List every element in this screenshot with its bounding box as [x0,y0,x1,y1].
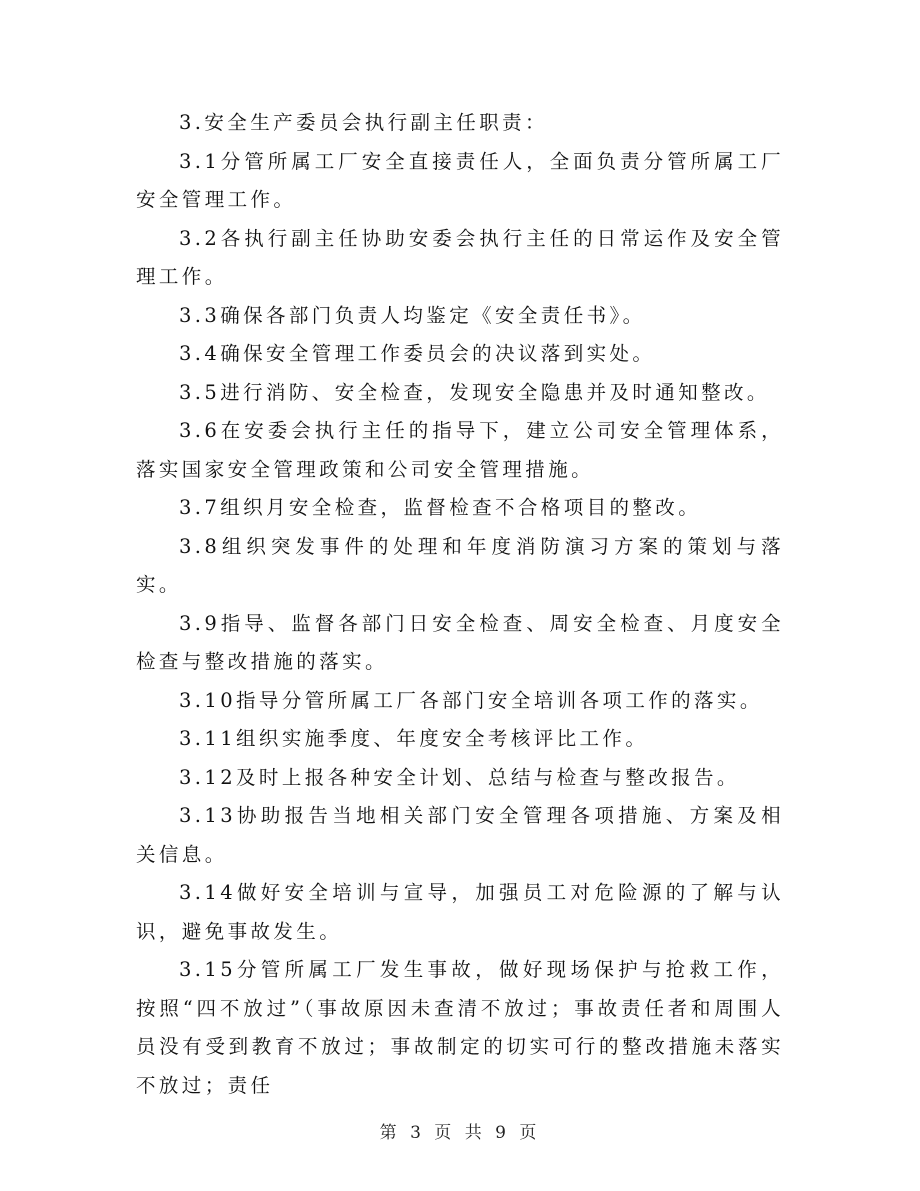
paragraph-3-13: 3.13协助报告当地相关部门安全管理各项措施、方案及相关信息。 [136,804,784,866]
paragraph-3-6: 3.6在安委会执行主任的指导下，建立公司安全管理体系，落实国家安全管理政策和公司安全管理措施。 [136,419,784,481]
paragraph-3-10: 3.10指导分管所属工厂各部门安全培训各项工作的落实。 [179,688,763,712]
page-number-label: 第 3 页 共 9 页 [379,1123,541,1143]
paragraph-3-8: 3.8组织突发事件的处理和年度消防演习方案的策划与落实。 [136,534,784,596]
page-footer [0,1118,920,1143]
paragraph-3-14: 3.14做好安全培训与宣导，加强员工对危险源的了解与认识，避免事故发生。 [136,881,784,943]
paragraph-3-7: 3.7组织月安全检查，监督检查不合格项目的整改。 [179,496,702,519]
paragraph-3-4: 3.4确保安全管理工作委员会的决议落到实处。 [179,342,656,365]
paragraph-3-11: 3.11组织实施季度、年度安全考核评比工作。 [179,727,649,750]
document-body [136,104,784,1105]
paragraph-3-5: 3.5进行消防、安全检查，发现安全隐患并及时通知整改。 [179,380,770,404]
paragraph-3-9: 3.9指导、监督各部门日安全检查、周安全检查、月度安全检查与整改措施的落实。 [136,611,784,673]
paragraph-3-3: 3.3确保各部门负责人均鉴定《安全责任书》。 [179,303,646,327]
paragraph-heading: 3.安全生产委员会执行副主任职责： [179,111,548,134]
paragraph-3-12: 3.12及时上报各种安全计划、总结与检查与整改报告。 [179,765,740,789]
paragraph-3-1: 3.1分管所属工厂安全直接责任人，全面负责分管所属工厂安全管理工作。 [136,149,784,211]
paragraph-3-15: 3.15分管所属工厂发生事故，做好现场保护与抢救工作，按照“四不放过”（事故原因未查清不放过；事故责任者和周围人员没有受到教育不放过；事故制定的切实可行的整改措施未落实不放过；责任 [136,958,784,1097]
paragraph-3-2: 3.2各执行副主任协助安委会执行主任的日常运作及安全管理工作。 [136,226,784,288]
